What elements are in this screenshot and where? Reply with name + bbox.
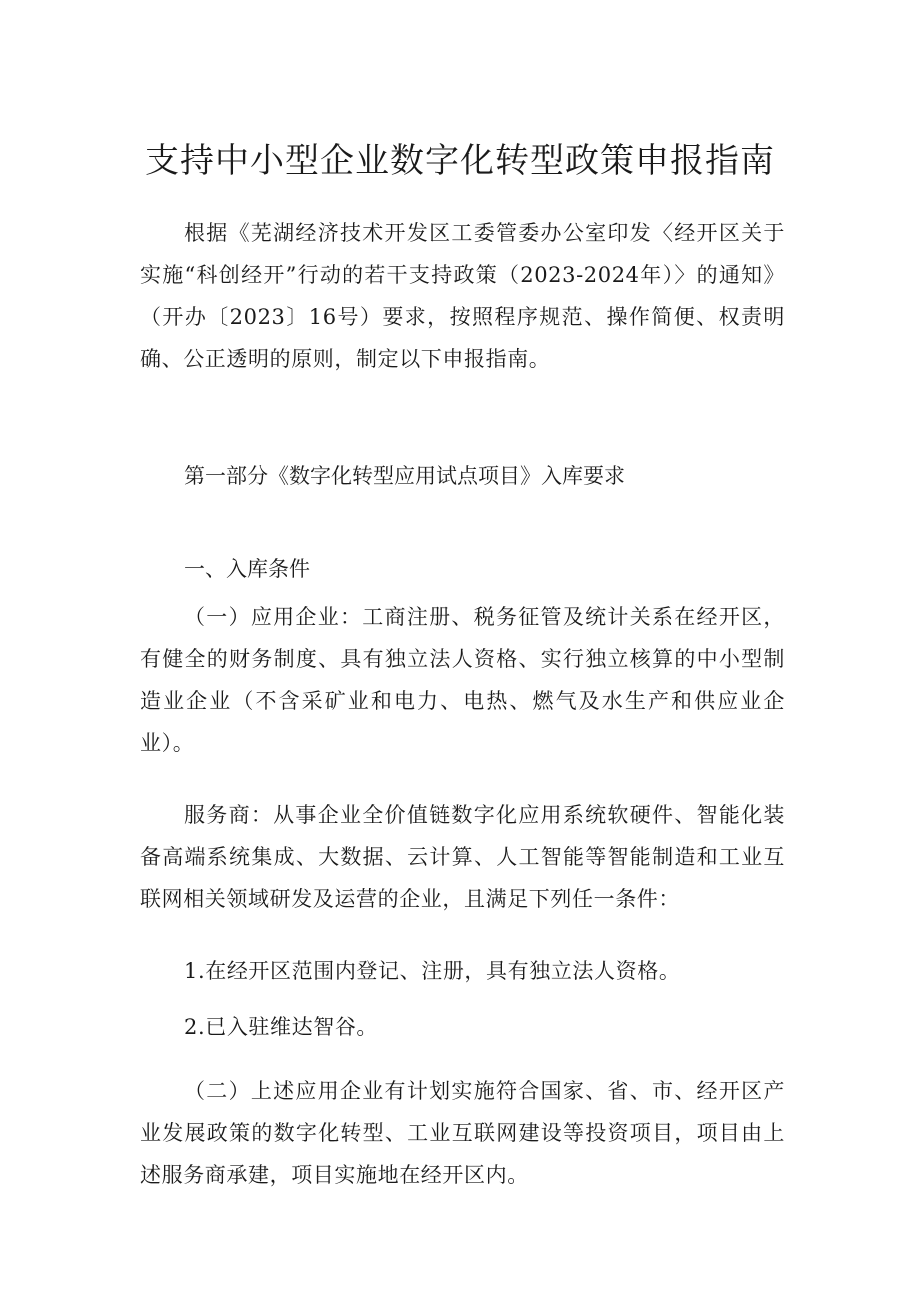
document-title: 支持中小型企业数字化转型政策申报指南 xyxy=(145,140,775,181)
item1-paragraph: （一）应用企业：工商注册、税务征管及统计关系在经开区，有健全的财务制度、具有独立法人资格、实行独立核算的中小型制造业企业（不含采矿业和电力、电热、燃气及水生产和供应业企业）。 xyxy=(140,605,785,755)
item2-paragraph: （二）上述应用企业有计划实施符合国家、省、市、经开区产业发展政策的数字化转型、工业互联网建设等投资项目，项目由上述服务商承建，项目实施地在经开区内。 xyxy=(140,1079,785,1187)
section1-heading: 一、入库条件 xyxy=(184,557,310,581)
condition-2: 2.已入驻维达智谷。 xyxy=(184,1015,379,1039)
service-provider-paragraph: 服务商：从事企业全价值链数字化应用系统软硬件、智能化装备高端系统集成、大数据、云计算、人工智能等智能制造和工业互联网相关领域研发及运营的企业，且满足下列任一条件： xyxy=(140,803,785,911)
part1-heading: 第一部分《数字化转型应用试点项目》入库要求 xyxy=(184,464,625,488)
intro-paragraph: 根据《芜湖经济技术开发区工委管委办公室印发〈经开区关于实施“科创经开”行动的若干支持政策（2023-2024年）〉的通知》（开办〔2023〕16号）要求，按照程序规范、操作简便、权责明确、公正透明的原则，制定以下申报指南。 xyxy=(140,221,785,371)
condition-1: 1.在经开区范围内登记、注册，具有独立法人资格。 xyxy=(184,959,681,983)
